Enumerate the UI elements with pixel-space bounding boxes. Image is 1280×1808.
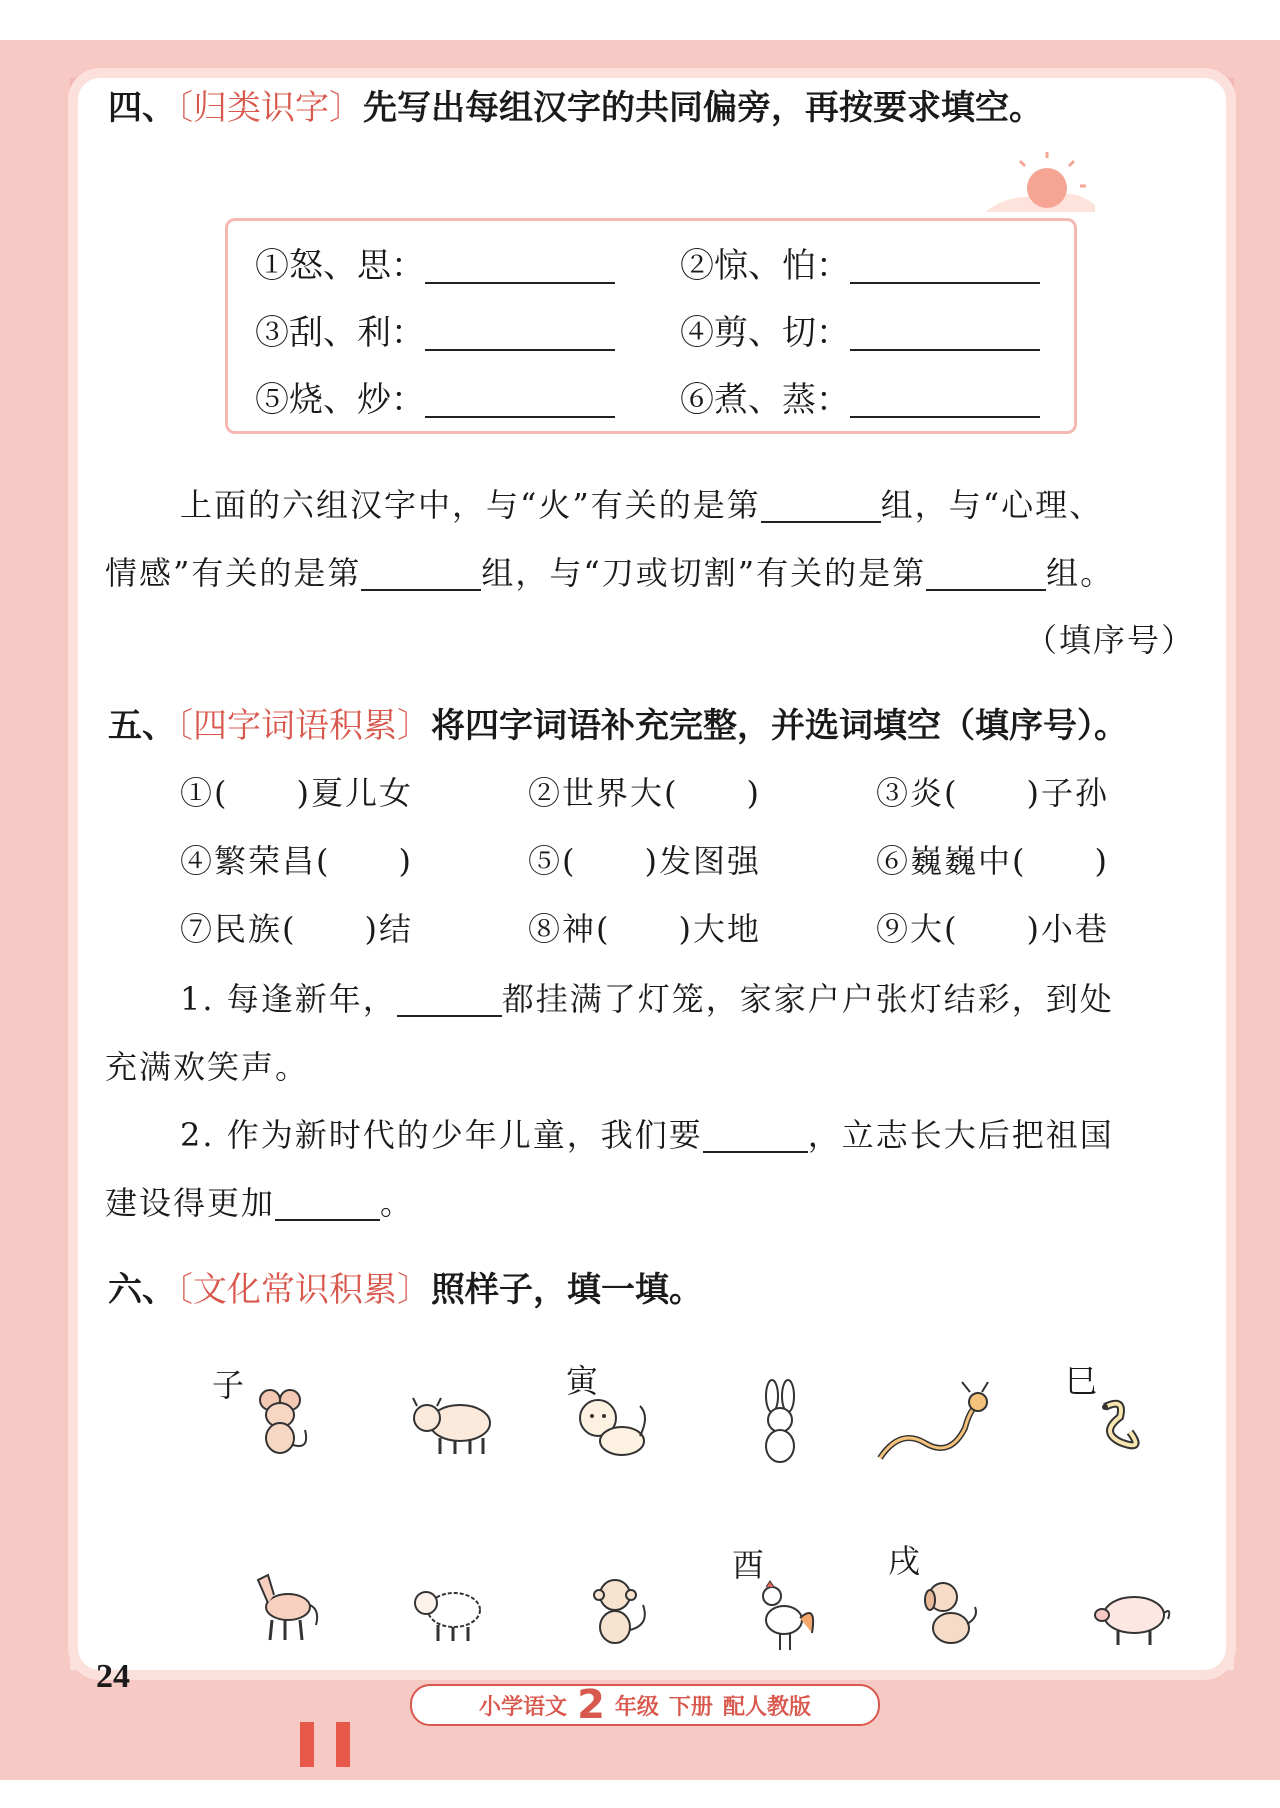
fill-number-note: （填序号） [1025,621,1196,659]
section4-tag: 〔归类识字〕 [176,88,363,128]
fire-group-blank[interactable] [761,493,881,523]
question-1-line1 [180,974,1114,1020]
footer-grade: 年级 [614,1694,659,1720]
footer-edition: 配人教版 [722,1694,811,1720]
para2-text-a: 情感”有关的是第 [105,554,362,592]
section4-number: 四、 [108,88,176,128]
q2-text-c: 建设得更加 [105,1184,276,1222]
section4-instruction: 先写出每组汉字的共同偏旁，再按要求填空。 [363,88,1043,128]
knife-group-blank[interactable] [926,561,1046,591]
para1-text-a: 上面的六组汉字中，与“火”有关的是第 [180,486,761,524]
snake-icon [1090,1392,1155,1462]
group-3 [255,305,615,354]
q2-blank-2[interactable] [275,1191,380,1221]
tiger-icon [570,1386,650,1466]
group-6 [680,372,1040,421]
dog-label: 戌 [888,1542,921,1580]
book-footer-badge [410,1684,880,1726]
tiger-label: 寅 [566,1362,599,1400]
monkey-icon [585,1570,655,1650]
section6-number: 六、 [108,1270,176,1310]
group-3-answer-line[interactable] [425,319,615,351]
snake-label: 巳 [1065,1362,1098,1400]
para1-text-b: 组，与“心理、 [880,486,1104,524]
footer-grade-number: 2 [577,1682,605,1728]
para2-text-c: 组。 [1046,554,1115,592]
horse-icon [240,1565,320,1645]
section4-heading [108,80,1043,129]
idiom-2[interactable]: ②世界大( ) [528,774,761,812]
rat-icon [245,1380,315,1460]
group-4-label: ④剪、切： [680,313,850,353]
page-number: 24 [96,1658,130,1695]
page-tabs-decoration [290,1722,370,1782]
ox-icon [405,1388,495,1458]
para2-text-b: 组，与“刀或切割”有关的是第 [481,554,927,592]
q1-text-b: 都挂满了灯笼，家家户户张灯结彩，到处 [501,980,1114,1018]
question-2-line1 [180,1110,1114,1156]
q1-blank[interactable] [397,987,502,1017]
idiom-7[interactable]: ⑦民族( )结 [180,910,413,948]
idiom-3[interactable]: ③炎( )子孙 [876,774,1109,812]
group-5 [255,372,615,421]
idiom-9[interactable]: ⑨大( )小巷 [876,910,1109,948]
group-5-answer-line[interactable] [425,386,615,418]
group-4-answer-line[interactable] [850,319,1040,351]
idiom-4[interactable]: ④繁荣昌( ) [180,842,413,880]
group-2 [680,238,1040,287]
section5-number: 五、 [108,706,176,746]
group-2-answer-line[interactable] [850,252,1040,284]
q1-text-a: 1. 每逢新年， [180,980,397,1018]
section5-instruction: 将四字词语补充完整，并选词填空（填序号）。 [431,706,1128,746]
q2-blank-1[interactable] [703,1123,808,1153]
group-5-label: ⑤烧、炒： [255,380,425,420]
rooster-label: 酉 [732,1546,765,1584]
group-2-label: ②惊、怕： [680,246,850,286]
rat-label: 子 [212,1366,245,1404]
question-2-line2 [105,1178,414,1224]
section5-heading [108,698,1128,747]
group-1-answer-line[interactable] [425,252,615,284]
idiom-8[interactable]: ⑧神( )大地 [528,910,761,948]
sheep-icon [408,1575,488,1645]
group-1 [255,238,615,287]
group-1-label: ①怒、思： [255,246,425,286]
idiom-1[interactable]: ①( )夏儿女 [180,774,413,812]
dragon-icon [870,1378,990,1468]
group-6-label: ⑥煮、蒸： [680,380,850,420]
footer-volume: 下册 [668,1694,713,1720]
section4-para-line2 [105,548,1114,594]
pig-icon [1088,1585,1173,1650]
group-4 [680,305,1040,354]
section6-instruction: 照样子，填一填。 [431,1270,703,1310]
idiom-6[interactable]: ⑥巍巍中( ) [876,842,1109,880]
section5-tag: 〔四字词语积累〕 [176,706,431,746]
section4-para-line1 [180,480,1103,526]
q2-text-b: ，立志长大后把祖国 [807,1116,1114,1154]
rabbit-icon [750,1378,810,1468]
rooster-icon [752,1578,822,1658]
idiom-5[interactable]: ⑤( )发图强 [528,842,761,880]
question-1-line2: 充满欢笑声。 [105,1048,310,1086]
group-3-label: ③刮、利： [255,313,425,353]
dog-icon [915,1572,985,1652]
q2-text-d: 。 [380,1184,415,1222]
q2-text-a: 2. 作为新时代的少年儿童，我们要 [180,1116,703,1154]
section6-tag: 〔文化常识积累〕 [176,1270,431,1310]
emotion-group-blank[interactable] [361,561,481,591]
footer-subject: 小学语文 [479,1694,568,1720]
group-6-answer-line[interactable] [850,386,1040,418]
section6-heading [108,1262,703,1311]
